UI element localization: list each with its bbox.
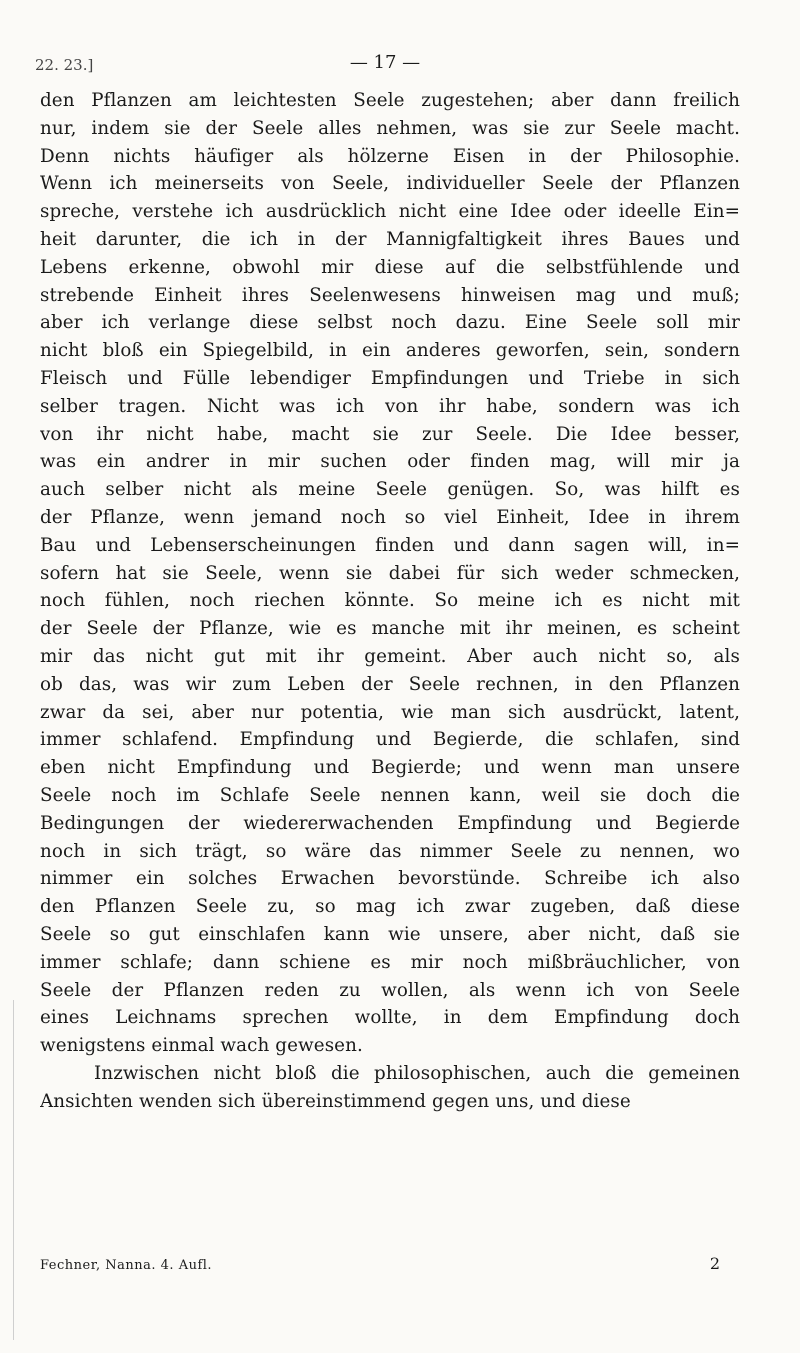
text-line: nimmer ein solches Erwachen bevorstünde. Schreibe ich also (40, 868, 740, 890)
text-line: immer schlafend. Empfindung und Begierde, die schlafen, sind (40, 729, 740, 751)
text-line: noch in sich trägt, so wäre das nimmer Seele zu nennen, wo (40, 840, 740, 862)
text-line: von ihr nicht habe, macht sie zur Seele. Die Idee besser, (40, 423, 740, 445)
sheet-signature: 2 (709, 1254, 720, 1273)
text-line: strebende Einheit ihres Seelenwesens hinweisen mag und muß; (40, 284, 740, 306)
text-line: den Pflanzen am leichtesten Seele zugestehen; aber dann freilich (40, 90, 740, 111)
text-line: zwar da sei, aber nur potentia, wie man sich ausdrückt, latent, (40, 701, 740, 723)
text-line: sofern hat sie Seele, wenn sie dabei für sich weder schmecken, (40, 562, 740, 584)
text-line: ob das, was wir zum Leben der Seele rechnen, in den Pflanzen (40, 673, 740, 695)
text-line: mir das nicht gut mit ihr gemeint. Aber auch nicht so, als (40, 645, 740, 667)
margin-line (13, 1000, 14, 1340)
text-line: Inzwischen nicht bloß die philosophischen, auch die gemeinen (94, 1062, 740, 1084)
text-line: was ein andrer in mir suchen oder finden mag, will mir ja (40, 451, 740, 473)
text-line: Ansichten wenden sich übereinstimmend gegen uns, und diese (40, 1090, 631, 1112)
running-head (35, 52, 735, 82)
text-line: Denn nichts häufiger als hölzerne Eisen in der Philosophie. (40, 145, 740, 167)
text-line: Bau und Lebenserscheinungen finden und dann sagen will, in= (40, 534, 740, 556)
text-line: wenigstens einmal wach gewesen. (40, 1035, 363, 1057)
text-line: Wenn ich meinerseits von Seele, individueller Seele der Pflanzen (40, 173, 740, 195)
text-line: heit darunter, die ich in der Mannigfaltigkeit ihres Baues und (40, 228, 740, 250)
text-line: eben nicht Empfindung und Begierde; und wenn man unsere (40, 757, 740, 779)
text-line: den Pflanzen Seele zu, so mag ich zwar zugeben, daß diese (40, 896, 740, 918)
text-line: Seele noch im Schlafe Seele nennen kann, weil sie doch die (40, 784, 740, 806)
text-line: eines Leichnams sprechen wollte, in dem Empfindung doch (40, 1007, 740, 1029)
text-line: noch fühlen, noch riechen könnte. So meine ich es nicht mit (40, 590, 740, 612)
text-line: Seele der Pflanzen reden zu wollen, als wenn ich von Seele (40, 979, 740, 1001)
section-marker: 22. 23.] (35, 56, 94, 74)
text-line: aber ich verlange diese selbst noch dazu. Eine Seele soll mir (40, 312, 740, 334)
printer-imprint: Fechner, Nanna. 4. Aufl. (40, 1258, 213, 1273)
text-line: Fleisch und Fülle lebendiger Empfindungen und Triebe in sich (40, 367, 740, 389)
text-line: spreche, verstehe ich ausdrücklich nicht eine Idee oder ideelle Ein= (40, 201, 740, 223)
text-line: immer schlafe; dann schiene es mir noch mißbräuchlicher, von (40, 951, 740, 973)
text-line: Seele so gut einschlafen kann wie unsere, aber nicht, daß sie (40, 923, 740, 945)
body-text (40, 87, 740, 1115)
text-line: selber tragen. Nicht was ich von ihr habe, sondern was ich (40, 395, 740, 417)
text-line: Bedingungen der wiedererwachenden Empfindung und Begierde (40, 812, 740, 834)
page-number: — 17 — (349, 52, 421, 73)
text-line: der Seele der Pflanze, wie es manche mit ihr meinen, es scheint (40, 618, 740, 640)
text-line: nur, indem sie der Seele alles nehmen, was sie zur Seele macht. (40, 117, 740, 139)
text-line: nicht bloß ein Spiegelbild, in ein anderes geworfen, sein, sondern (40, 340, 740, 362)
text-line: auch selber nicht als meine Seele genügen. So, was hilft es (40, 479, 740, 501)
text-line: Lebens erkenne, obwohl mir diese auf die selbstfühlende und (40, 256, 740, 278)
text-line: der Pflanze, wenn jemand noch so viel Einheit, Idee in ihrem (40, 506, 740, 528)
page-footer (40, 1254, 720, 1280)
